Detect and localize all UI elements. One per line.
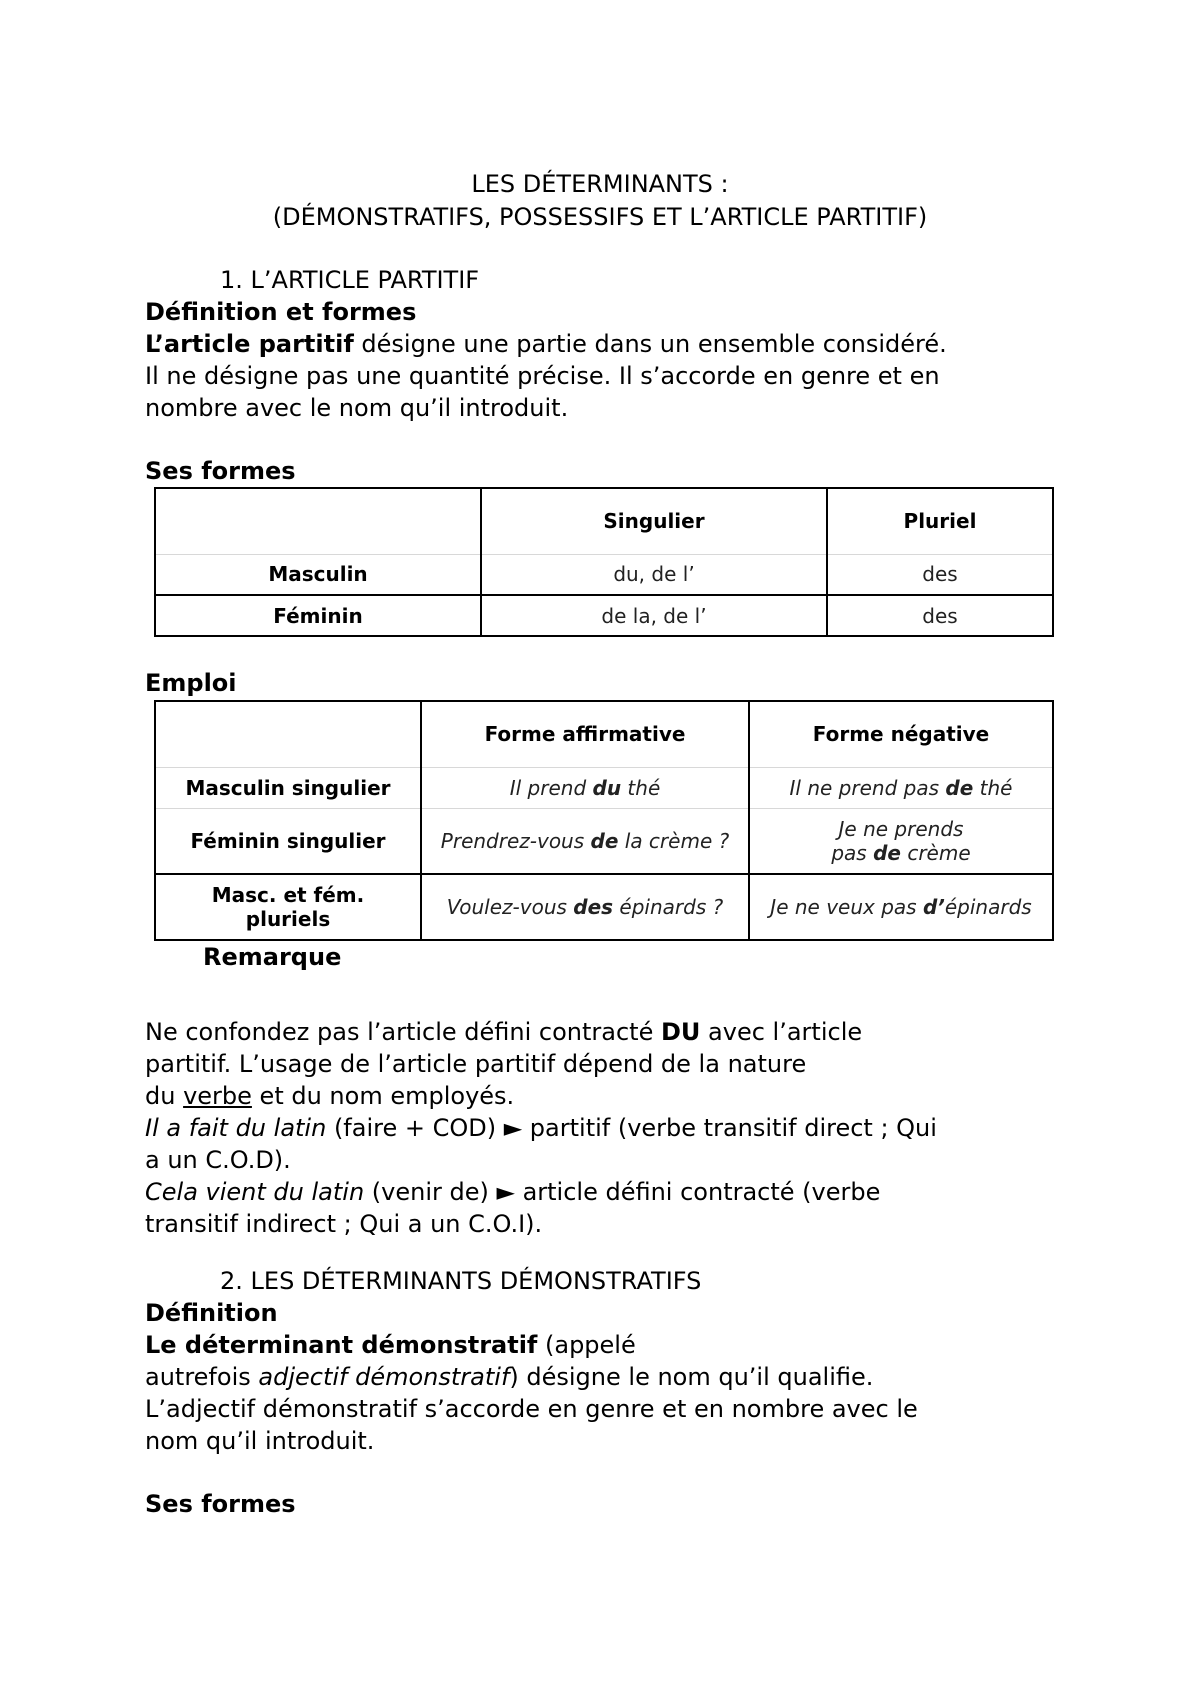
- remark-line4: Il a fait du latin (faire + COD) ► partitif (verbe transitif direct ; Qui: [145, 1114, 937, 1142]
- table-cell: [155, 488, 481, 554]
- table-header: Singulier: [481, 488, 827, 554]
- forms-heading: Ses formes: [145, 457, 296, 485]
- table-row-label: Masculin: [155, 554, 481, 595]
- remark-line1: Ne confondez pas l’article défini contracté DU avec l’article: [145, 1018, 863, 1046]
- section1-def-line2: Il ne désigne pas une quantité précise. Il s’accorde en genre et en: [145, 362, 940, 390]
- remark-line7: transitif indirect ; Qui a un C.O.I).: [145, 1210, 543, 1238]
- table-header: Forme affirmative: [421, 701, 749, 767]
- section1-heading: 1. L’ARTICLE PARTITIF: [220, 266, 480, 294]
- table-row: [155, 767, 1053, 808]
- section2-line1: Le déterminant démonstratif (appelé: [145, 1331, 636, 1359]
- remark-line2: partitif. L’usage de l’article partitif dépend de la nature: [145, 1050, 807, 1078]
- table-cell: de la, de l’: [481, 595, 827, 636]
- table-cell: Il prend du thé: [421, 767, 749, 808]
- table-row: [155, 874, 1053, 940]
- table-row: [155, 554, 1053, 595]
- table-cell: des: [827, 554, 1053, 595]
- table-cell: des: [827, 595, 1053, 636]
- table-row: [155, 808, 1053, 874]
- use-table: [154, 700, 1054, 941]
- section2-line3: L’adjectif démonstratif s’accorde en genre et en nombre avec le: [145, 1395, 918, 1423]
- remark-line5: a un C.O.D).: [145, 1146, 291, 1174]
- table-row: [155, 701, 1053, 767]
- remark-line3: du verbe et du nom employés.: [145, 1082, 515, 1110]
- section2-forms-heading: Ses formes: [145, 1490, 296, 1518]
- section2-line2: autrefois adjectif démonstratif) désigne le nom qu’il qualifie.: [145, 1363, 874, 1391]
- table-cell: Prendrez-vous de la crème ?: [421, 808, 749, 874]
- remark-line6: Cela vient du latin (venir de) ► article défini contracté (verbe: [145, 1178, 881, 1206]
- page-subtitle: (DÉMONSTRATIFS, POSSESSIFS ET L’ARTICLE PARTITIF): [272, 203, 928, 231]
- forms-table: [154, 487, 1054, 637]
- table-cell: Il ne prend pas de thé: [749, 767, 1053, 808]
- table-cell: Je ne veux pas d’épinards: [749, 874, 1053, 940]
- section1-def-line3: nombre avec le nom qu’il introduit.: [145, 394, 569, 422]
- section1-def-heading: Définition et formes: [145, 298, 417, 326]
- section2-line4: nom qu’il introduit.: [145, 1427, 375, 1455]
- table-header: Forme négative: [749, 701, 1053, 767]
- section2-def-heading: Définition: [145, 1299, 278, 1327]
- page-title: LES DÉTERMINANTS :: [471, 170, 729, 198]
- table-cell: du, de l’: [481, 554, 827, 595]
- use-heading: Emploi: [145, 669, 237, 697]
- table-row-label: Masculin singulier: [155, 767, 421, 808]
- section2-heading: 2. LES DÉTERMINANTS DÉMONSTRATIFS: [220, 1267, 702, 1295]
- table-row-label: Masc. et fém. pluriels: [155, 874, 421, 940]
- table-row-label: Féminin singulier: [155, 808, 421, 874]
- section1-def-line1: L’article partitif désigne une partie dans un ensemble considéré.: [145, 330, 947, 358]
- table-cell: Voulez-vous des épinards ?: [421, 874, 749, 940]
- table-row: [155, 595, 1053, 636]
- table-cell: [155, 701, 421, 767]
- table-cell: Je ne prends pas de crème: [749, 808, 1053, 874]
- table-row-label: Féminin: [155, 595, 481, 636]
- table-row: [155, 488, 1053, 554]
- remark-heading: Remarque: [203, 943, 342, 971]
- table-header: Pluriel: [827, 488, 1053, 554]
